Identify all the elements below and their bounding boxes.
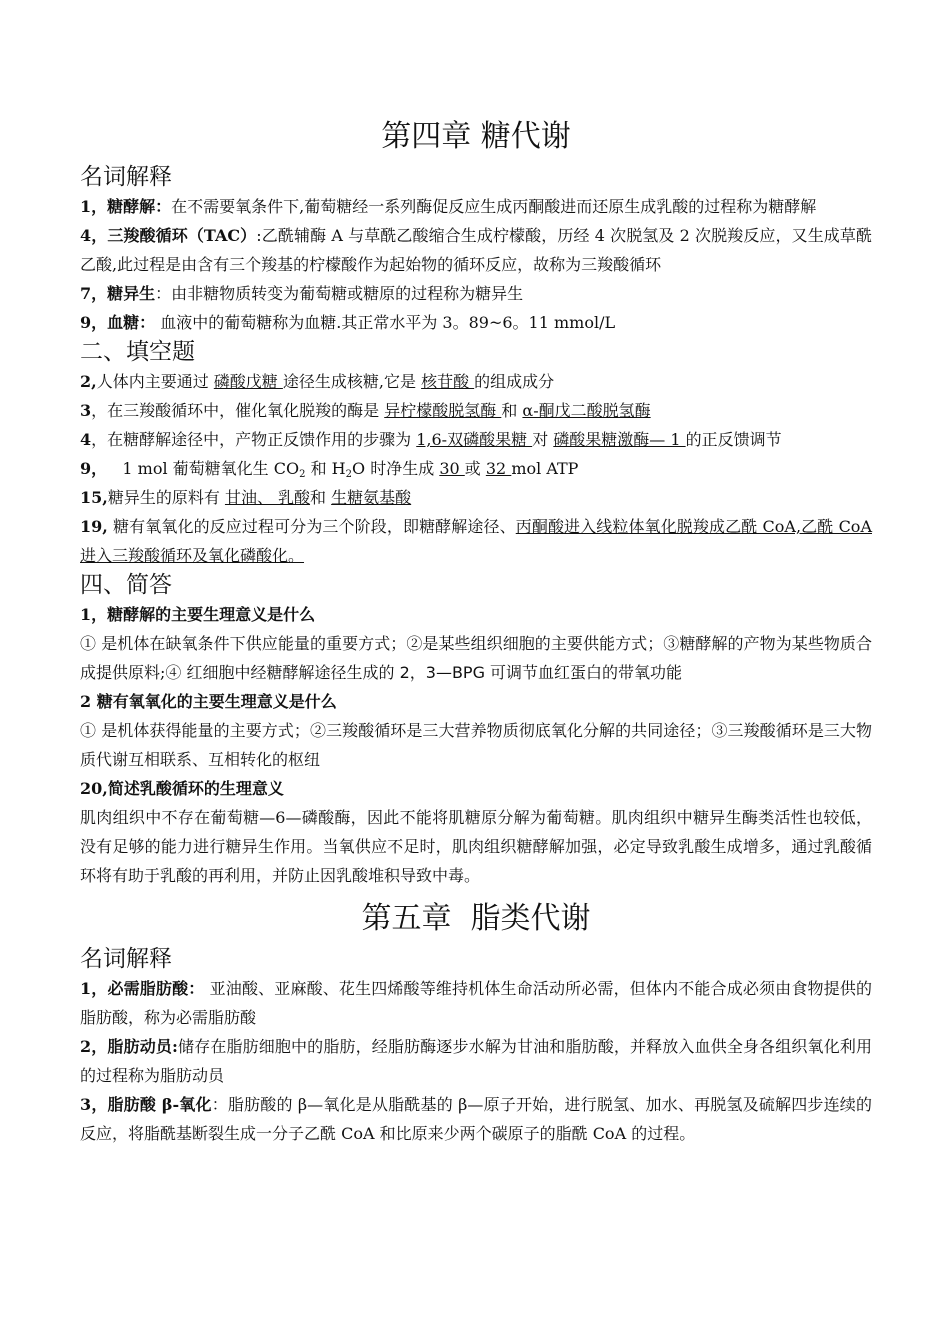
term-number: 1，: [80, 979, 108, 998]
term-name: 糖异生: [107, 284, 156, 303]
term-name: 血糖：: [107, 313, 156, 332]
term-name: 三羧酸循环（TAC）: [107, 226, 257, 245]
short-answer-2: ① 是机体获得能量的主要方式；②三羧酸循环是三大营养物质彻底氧化分解的共同途径；③三羧酸循环是三大物质代谢互相联系、互相转化的枢纽: [80, 721, 872, 769]
answer-blank: 32: [485, 459, 512, 478]
question-number: 9，: [80, 459, 108, 478]
question-text: ，在三羧酸循环中，催化氧化脱羧的酶是: [91, 401, 385, 420]
term-name: 脂肪酸 β-氧化: [107, 1095, 212, 1114]
term-definition: :乙酰辅酶 A 与草酰乙酸缩合生成柠檬酸，历经 4 次脱氢及 2 次脱羧反应，又生成草酰乙酸,此过程是由含有三个羧基的柠檬酸作为起始物的循环反应，故称为三羧酸循环: [80, 226, 872, 274]
question-number: 3: [80, 401, 92, 420]
ch4-fill-heading: 二、填空题: [80, 339, 195, 365]
question-text: 1 mol 葡萄糖氧化生 CO: [107, 459, 300, 478]
question-text: 人体内主要通过: [96, 372, 214, 391]
question-number: 19,: [80, 517, 108, 536]
term-number: 7，: [80, 284, 108, 303]
question-number: 2,: [80, 372, 97, 391]
term-gluconeogenesis: [80, 279, 872, 308]
short-question-2: 2 糖有氧氧化的主要生理意义是什么: [80, 692, 337, 711]
fill-question-15: [80, 483, 872, 512]
term-tac: [80, 221, 872, 279]
term-definition: 血液中的葡萄糖称为血糖.其正常水平为 3。89~6。11 mmol/L: [155, 313, 616, 332]
answer-blank: 30: [439, 459, 465, 478]
fill-question-2: [80, 367, 872, 396]
question-text: 的组成成分: [474, 372, 555, 391]
question-text: 和 H: [305, 459, 346, 478]
term-glycolysis: [80, 192, 872, 221]
term-name: 糖酵解：: [107, 197, 172, 216]
fill-question-3: [80, 396, 872, 425]
chapter-4-title: 第四章 糖代谢: [381, 119, 571, 154]
term-name: 脂肪动员:: [107, 1037, 178, 1056]
document-page: [80, 112, 872, 1148]
question-text: 和: [310, 488, 332, 507]
term-number: 1，: [80, 197, 108, 216]
answer-blank: α-酮戊二酸脱氢酶: [522, 401, 651, 420]
question-text: O 时净生成: [352, 459, 440, 478]
answer-blank: 磷酸戊糖: [213, 372, 283, 391]
term-name: 必需脂肪酸：: [107, 979, 205, 998]
short-question-20: 20,简述乳酸循环的生理意义: [80, 779, 284, 798]
ch4-terms-heading: 名词解释: [80, 164, 172, 190]
term-number: 4，: [80, 226, 108, 245]
answer-blank: 异柠檬酸脱氢酶: [384, 401, 502, 420]
term-definition: ：由非糖物质转变为葡萄糖或糖原的过程称为糖异生: [155, 284, 524, 303]
chapter-5-title: 第五章 脂类代谢: [361, 901, 591, 936]
short-answer-1: [80, 629, 872, 687]
ch5-terms-heading: 名词解释: [80, 946, 172, 972]
question-text: mol ATP: [511, 459, 579, 478]
answer-blank: 生糖氨基酸: [331, 488, 412, 507]
fill-question-4: [80, 425, 872, 454]
short-answer-20: 肌肉组织中不存在葡萄糖—6—磷酸酶，因此不能将肌糖原分解为葡萄糖。肌肉组织中糖异生酶类活性也较低，没有足够的能力进行糖异生作用。当氧供应不足时，肌肉组织糖酵解加强，必定导致乳酸生成增多，通过乳酸循环将有助于乳酸的再利用，并防止因乳酸堆积导致中毒。: [80, 808, 872, 885]
question-text: 糖异生的原料有: [107, 488, 225, 507]
term-beta-oxidation: [80, 1090, 872, 1148]
term-number: 3，: [80, 1095, 108, 1114]
subscript: 2: [299, 469, 306, 480]
question-text: 糖有氧氧化的反应过程可分为三个阶段，即糖酵解途径、: [107, 517, 516, 536]
answer-blank: 甘油、 乳酸: [224, 488, 311, 507]
question-text: 途径生成核糖,它是: [282, 372, 422, 391]
fill-question-9: [80, 454, 872, 483]
question-number: 4: [80, 430, 92, 449]
term-blood-sugar: [80, 308, 872, 337]
answer-blank: 丙酮酸进入线粒体氧化脱羧成乙酰 CoA,乙酰 CoA 进入三羧酸循环及氧化磷酸化。: [80, 517, 872, 565]
answer-blank: 1,6-双磷酸果糖: [416, 430, 533, 449]
question-text: 和: [501, 401, 523, 420]
term-essential-fatty-acid: [80, 974, 872, 1032]
answer-text: 可调节血红蛋白的带氧功能: [484, 663, 683, 682]
short-question-1: 1，糖酵解的主要生理意义是什么: [80, 605, 316, 624]
answer-text: ① 是机体在缺氧条件下供应能量的重要方式；②是某些组织细胞的主要供能方式；③糖酵解的产物为某些物质合成提供原料;④ 红细胞中经糖酵解途径生成的: [80, 634, 872, 682]
question-text: 或: [464, 459, 486, 478]
term-fat-mobilization: [80, 1032, 872, 1090]
term-number: 2，: [80, 1037, 108, 1056]
term-definition: 储存在脂肪细胞中的脂肪，经脂肪酶逐步水解为甘油和脂肪酸，并释放入血供全身各组织氧化利用的过程称为脂肪动员: [80, 1037, 872, 1085]
question-text: 对: [532, 430, 554, 449]
answer-blank: 磷酸果糖激酶— 1: [553, 430, 686, 449]
question-text: 的正反馈调节: [685, 430, 782, 449]
term-definition: 亚油酸、亚麻酸、花生四烯酸等维持机体生命活动所必需，但体内不能合成必须由食物提供的脂肪酸，称为必需脂肪酸: [80, 979, 872, 1027]
ch4-short-heading: 四、简答: [80, 572, 172, 598]
answer-blank: 核苷酸: [421, 372, 475, 391]
term-definition: ：脂肪酸的 β—氧化是从脂酰基的 β—原子开始，进行脱氢、加水、再脱氢及硫解四步连续的反应，将脂酰基断裂生成一分子乙酰 CoA 和比原来少两个碳原子的脂酰 CoA 的过程。: [80, 1095, 872, 1143]
question-text: ，在糖酵解途径中，产物正反馈作用的步骤为: [91, 430, 417, 449]
fill-question-19: [80, 512, 872, 570]
term-number: 9，: [80, 313, 108, 332]
question-number: 15,: [80, 488, 108, 507]
answer-text: 2，3—BPG: [399, 663, 485, 682]
subscript: 2: [345, 469, 353, 480]
term-definition: 在不需要氧条件下,葡萄糖经一系列酶促反应生成丙酮酸进而还原生成乳酸的过程称为糖酵解: [171, 197, 817, 216]
